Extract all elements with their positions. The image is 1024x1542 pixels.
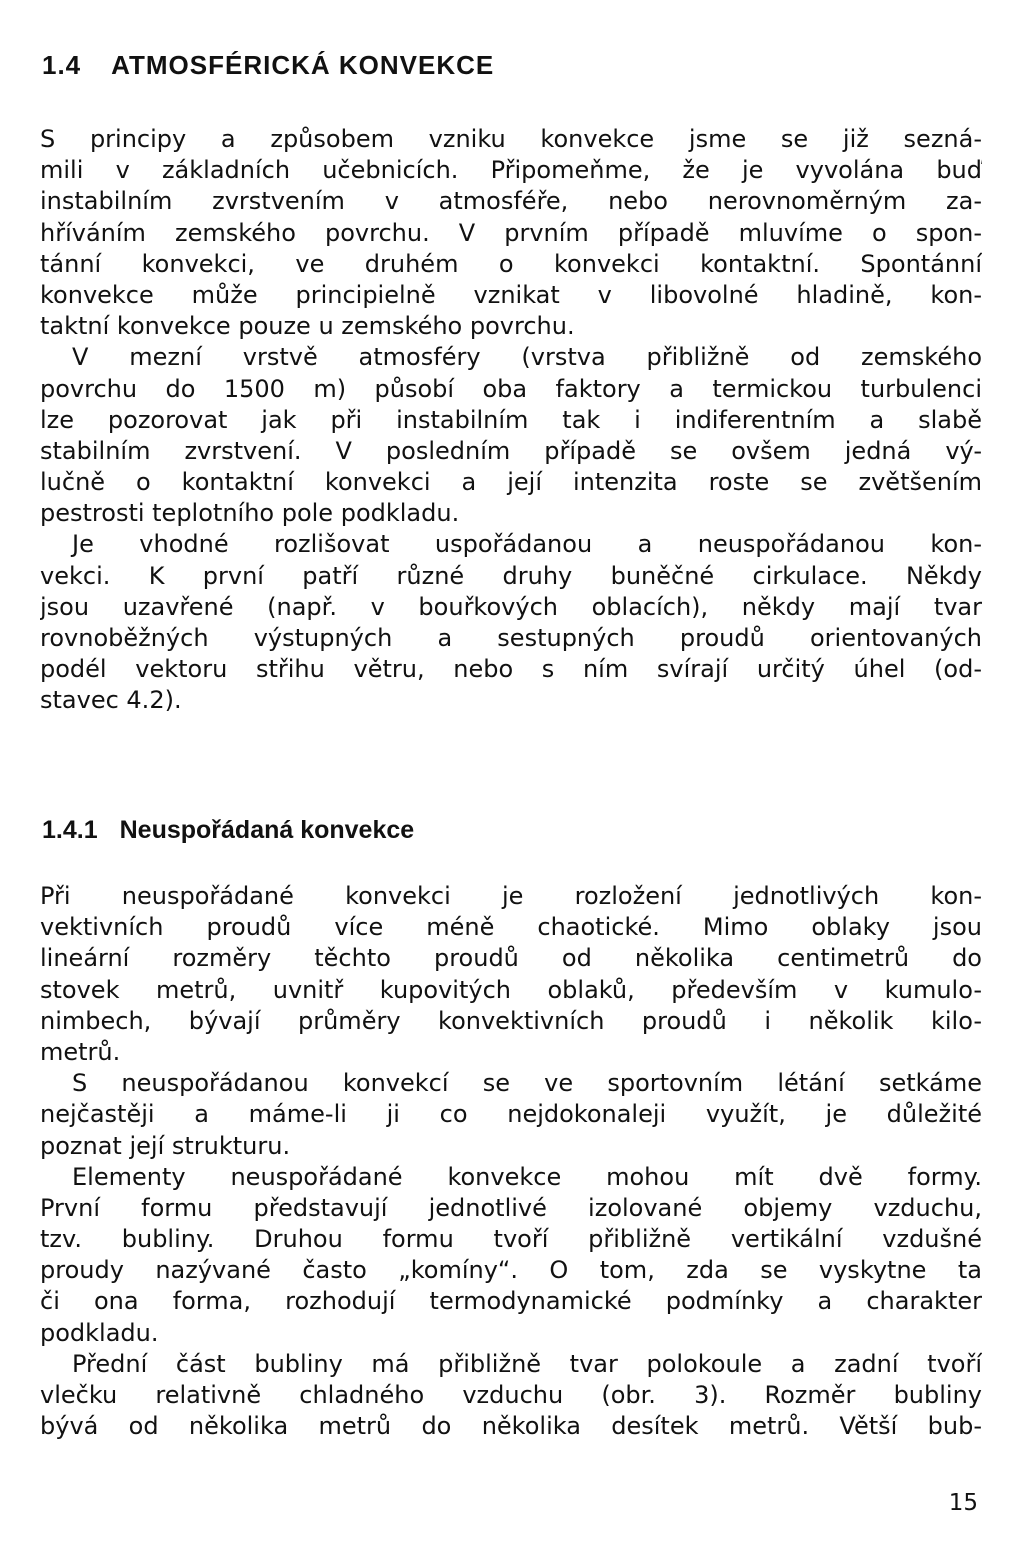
text-line: lineární rozměry těchto proudů od několika centimetrů do — [40, 944, 982, 973]
subsection-number: 1.4.1 — [42, 816, 98, 844]
text-line: metrů. — [40, 1037, 121, 1066]
text-line: S principy a způsobem vzniku konvekce jsme se již sezná- — [40, 125, 982, 153]
paragraph — [40, 881, 982, 1068]
text-line: jsou uzavřené (např. v bouřkových oblacích), někdy mají tvar — [40, 592, 982, 621]
text-line: Přední část bubliny má přibližně tvar polokoule a zadní tvoří — [72, 1349, 982, 1378]
text-line: lučně o kontaktní konvekci a její intenzita roste se zvětšením — [40, 468, 982, 497]
text-line: bývá od několika metrů do několika desítek metrů. Větší bub- — [40, 1412, 982, 1441]
text-line: vlečku relativně chladného vzduchu (obr. 3). Rozměr bubliny — [40, 1381, 982, 1409]
text-line: hříváním zemského povrchu. V prvním případě mluvíme o spon- — [40, 218, 982, 247]
paragraph — [40, 1068, 982, 1162]
text-line: lze pozorovat jak při instabilním tak i indiferentním a slabě — [40, 405, 982, 434]
subsection-body — [40, 881, 982, 1442]
paragraph — [40, 1349, 982, 1443]
text-line: povrchu do 1500 m) působí oba faktory a termickou turbulenci — [40, 374, 982, 403]
text-line: První formu představují jednotlivé izolované objemy vzduchu, — [40, 1193, 982, 1222]
subsection-heading — [42, 816, 414, 845]
text-line: instabilním zvrstvením v atmosféře, nebo nerovnoměrným za- — [40, 187, 982, 216]
section-number: 1.4 — [42, 50, 82, 80]
text-line: podél vektoru střihu větru, nebo s ním svírají určitý úhel (od- — [40, 655, 982, 684]
text-line: pestrosti teplotního pole podkladu. — [40, 499, 460, 528]
text-line: konvekce může principielně vznikat v libovolné hladině, kon- — [40, 280, 982, 309]
text-line: nejčastěji a máme-li ji co nejdokonaleji využít, je důležité — [40, 1100, 982, 1129]
text-line: či ona forma, rozhodují termodynamické podmínky a charakter — [40, 1287, 982, 1316]
text-line: Je vhodné rozlišovat uspořádanou a neuspořádanou kon- — [72, 530, 982, 559]
text-line: nimbech, bývají průměry konvektivních proudů i několik kilo- — [40, 1006, 982, 1035]
text-line: rovnoběžných výstupných a sestupných proudů orientovaných — [40, 624, 982, 652]
text-line: taktní konvekce pouze u zemského povrchu. — [40, 312, 575, 341]
paragraph — [40, 1162, 982, 1349]
section-body — [40, 124, 982, 717]
text-line: stavec 4.2). — [40, 686, 182, 715]
paragraph — [40, 529, 982, 716]
page-number: 15 — [948, 1490, 978, 1516]
text-line: Při neuspořádané konvekci je rozložení jednotlivých kon- — [40, 882, 982, 910]
paragraph — [40, 124, 982, 342]
text-line: S neuspořádanou konvekcí se ve sportovním létání setkáme — [72, 1069, 982, 1098]
text-line: stovek metrů, uvnitř kupovitých oblaků, především v kumulo- — [40, 975, 982, 1004]
subsection-title: Neuspořádaná konvekce — [119, 816, 415, 844]
text-line: vekci. K první patří různé druhy buněčné cirkulace. Někdy — [40, 561, 982, 590]
text-line: stabilním zvrstvení. V posledním případě se ovšem jedná vý- — [40, 436, 982, 465]
text-line: proudy nazývané často „komíny“. O tom, zda se vyskytne ta — [40, 1256, 982, 1285]
text-line: Elementy neuspořádané konvekce mohou mít dvě formy. — [72, 1162, 982, 1191]
text-line: tzv. bubliny. Druhou formu tvoří přibližně vertikální vzdušné — [40, 1225, 982, 1254]
text-line: poznat její strukturu. — [40, 1131, 291, 1160]
section-title: ATMOSFÉRICKÁ KONVEKCE — [111, 50, 495, 80]
text-line: tánní konvekci, ve druhém o konvekci kontaktní. Spontánní — [40, 249, 982, 278]
text-line: V mezní vrstvě atmosféry (vrstva přibližně od zemského — [72, 343, 982, 372]
text-line: vektivních proudů více méně chaotické. Mimo oblaky jsou — [40, 913, 982, 942]
text-line: mili v základních učebnicích. Připomeňme, že je vyvolána buď — [40, 156, 982, 185]
section-heading — [42, 50, 494, 81]
paragraph — [40, 342, 982, 529]
text-line: podkladu. — [40, 1318, 159, 1347]
